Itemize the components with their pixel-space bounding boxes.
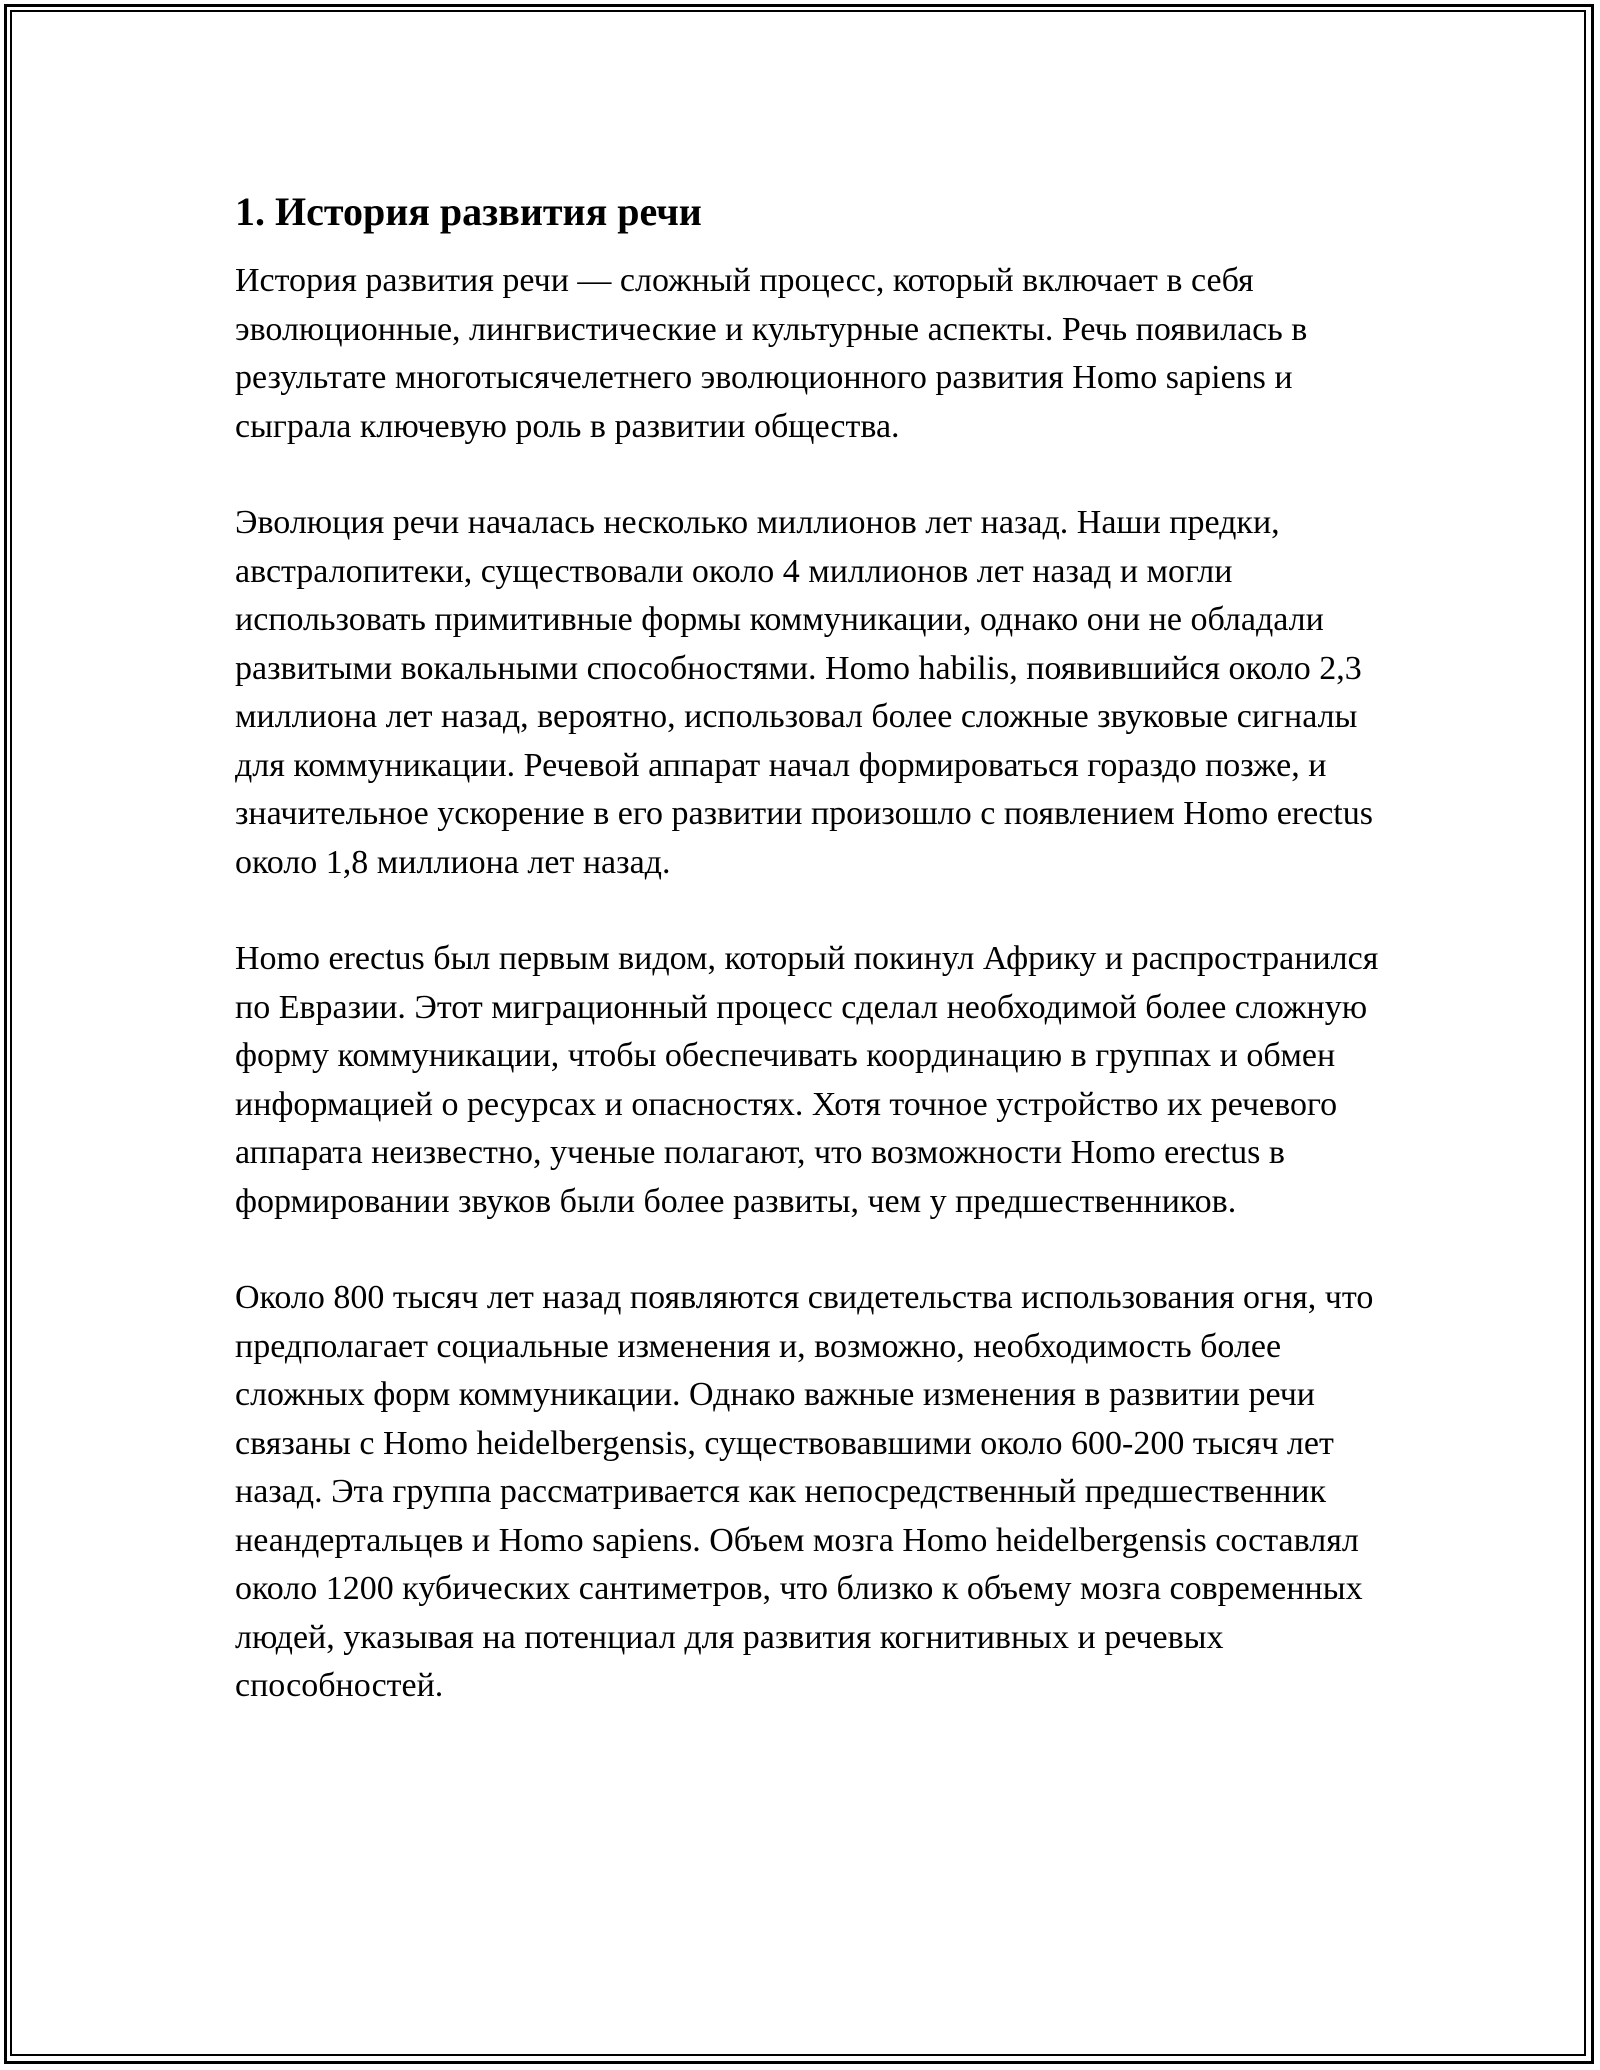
paragraph-1: История развития речи — сложный процесс, который включает в себя эволюционные, лингвистические и культурные аспекты. Речь появилась в результате многотысячелетнего эволюционного развития Homo sapiens и сыграла ключевую роль в развитии общества. <box>235 262 1308 445</box>
paragraph-4: Около 800 тысяч лет назад появляются свидетельства использования огня, что предполагает социальные изменения и, возможно, необходимость более сложных форм коммуникации. Однако важные изменения в развитии речи связаны с Homo heidelbergensis, существовавшими около 600-200 тысяч лет назад. Эта группа рассматривается как непосредственный предшественник неандертальцев и Homo sapiens. Объем мозга Homo heidelbergensis составлял около 1200 кубических сантиметров, что близко к объему мозга современных людей, указывая на потенциал для развития когнитивных и речевых способностей. <box>235 1279 1374 1704</box>
paragraph-2: Эволюция речи началась несколько миллионов лет назад. Наши предки, австралопитеки, существовали около 4 миллионов лет назад и могли использовать примитивные формы коммуникации, однако они не обладали развитыми вокальными способностями. Homo habilis, появившийся около 2,3 миллиона лет назад, вероятно, использовал более сложные звуковые сигналы для коммуникации. Речевой аппарат начал формироваться гораздо позже, и значительное ускорение в его развитии произошло с появлением Homo erectus около 1,8 миллиона лет назад. <box>235 504 1373 881</box>
paragraph-3: Homo erectus был первым видом, который покинул Африку и распространился по Евразии. Этот миграционный процесс сделал необходимой более сложную форму коммуникации, чтобы обеспечивать координацию в группах и обмен информацией о ресурсах и опасностях. Хотя точное устройство их речевого аппарата неизвестно, ученые полагают, что возможности Homo erectus в формировании звуков были более развиты, чем у предшественников. <box>235 940 1379 1220</box>
section-heading: 1. История развития речи <box>235 189 702 234</box>
document-body <box>235 185 1385 1759</box>
